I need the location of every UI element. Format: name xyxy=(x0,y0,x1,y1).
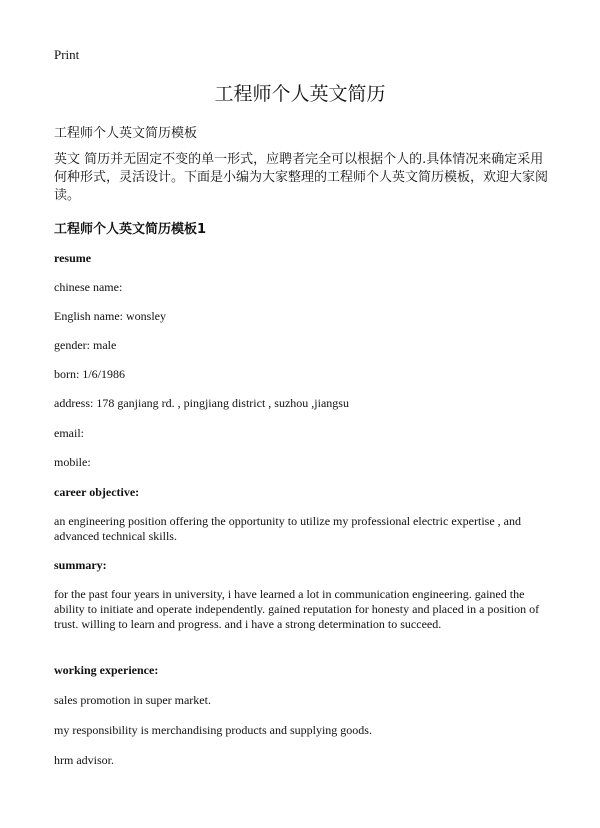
experience-line: hrm advisor. xyxy=(54,753,114,767)
resume-heading: resume xyxy=(54,251,92,265)
experience-line: sales promotion in super market. xyxy=(54,693,211,707)
summary-text: for the past four years in university, i have learned a lot in communication engineering. gained the ability to initiate and operate independently. gained reputation for honesty and placed in a position of trust. willing to learn and progress. and i have a strong determination to succeed. xyxy=(54,587,540,631)
field-gender: gender: male xyxy=(54,338,117,352)
page-title: 工程师个人英文简历 xyxy=(214,83,386,105)
career-objective-text: an engineering position offering the opportunity to utilize my professional electric expertise , and advanced technical skills. xyxy=(54,514,521,543)
field-email: email: xyxy=(54,426,84,440)
summary-heading: summary: xyxy=(54,558,107,572)
print-label[interactable]: Print xyxy=(54,47,80,62)
working-experience-heading: working experience: xyxy=(54,663,159,677)
field-address: address: 178 ganjiang rd. , pingjiang district , suzhou ,jiangsu xyxy=(54,396,349,410)
field-mobile: mobile: xyxy=(54,455,91,469)
field-chinese-name: chinese name: xyxy=(54,280,123,294)
template-heading: 工程师个人英文简历模板1 xyxy=(54,222,207,237)
experience-line: my responsibility is merchandising products and supplying goods. xyxy=(54,723,372,737)
career-objective-heading: career objective: xyxy=(54,485,140,499)
field-born: born: 1/6/1986 xyxy=(54,367,125,381)
intro-paragraph: 英文 简历并无固定不变的单一形式，应聘者完全可以根据个人的.具体情况来确定采用何种形式，灵活设计。下面是小编为大家整理的工程师个人英文简历模板，欢迎大家阅读。 xyxy=(54,152,549,203)
document-subtitle: 工程师个人英文简历模板 xyxy=(54,126,198,141)
field-english-name: English name: wonsley xyxy=(54,309,166,323)
